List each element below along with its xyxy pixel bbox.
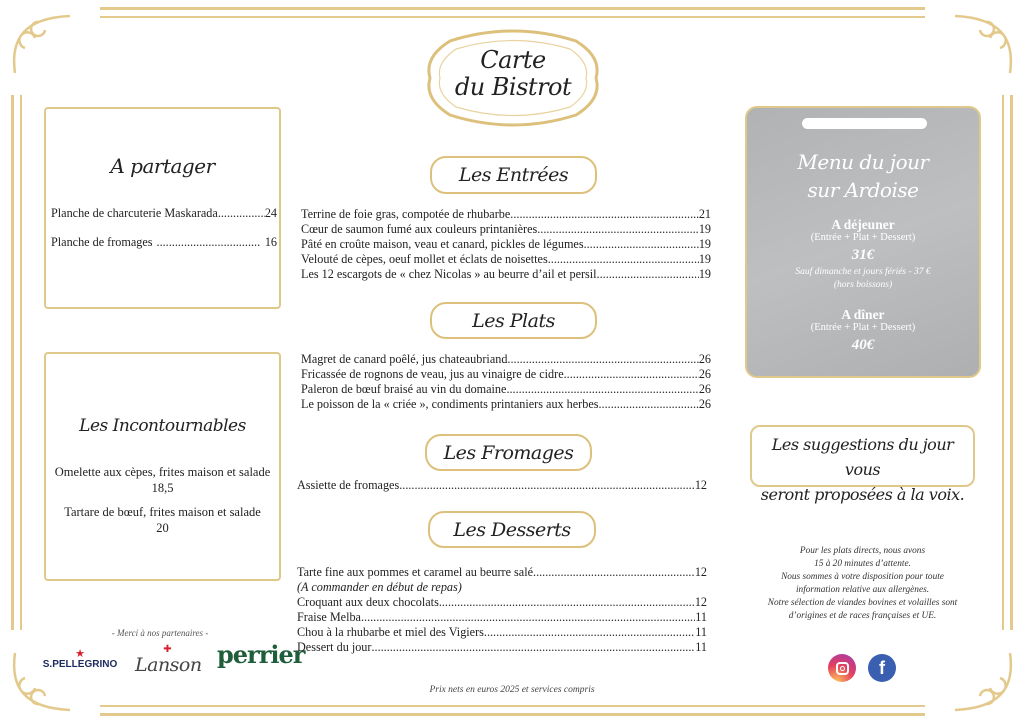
perrier-logo: perrier <box>217 640 305 669</box>
menu-item-price: 26 <box>698 352 711 366</box>
frame-right-line <box>1010 95 1013 630</box>
menu-item-name: Paleron de bœuf braisé au vin du domaine <box>301 382 507 396</box>
info-note-line: d’origines et de races françaises et UE. <box>788 611 937 621</box>
menu-item <box>297 595 707 610</box>
menu-item <box>301 222 711 237</box>
dejeuner-price: 31€ <box>851 247 875 263</box>
section-header-plats: Les Plats <box>430 302 597 339</box>
section-header-fromages: Les Fromages <box>425 434 592 471</box>
menu-item <box>301 367 711 382</box>
leader-dots <box>361 610 695 625</box>
leader-dots <box>548 252 699 267</box>
menu-item-name: Croquant aux deux chocolats <box>297 595 439 609</box>
diner-desc: (Entrée + Plat + Dessert) <box>810 322 916 333</box>
menu-item-price: 12 <box>694 565 707 579</box>
menu-item <box>297 640 707 655</box>
leader-dots <box>597 267 699 282</box>
lanson-logo: ✚ Lanson <box>135 644 202 676</box>
corner-ornament-icon <box>5 8 75 78</box>
menu-item-price: 19 <box>698 267 711 281</box>
menu-item <box>297 565 707 580</box>
frame-right-line <box>1002 95 1004 630</box>
frame-top-line <box>100 16 925 18</box>
info-note-line: information relative aux allergènes. <box>795 585 930 595</box>
leader-dots <box>484 625 695 640</box>
menu-item-name: Les 12 escargots de « chez Nicolas » au beurre d’ail et persil <box>301 267 597 281</box>
leader-dots <box>371 640 695 655</box>
menu-item <box>301 382 711 397</box>
dejeuner-desc: (Entrée + Plat + Dessert) <box>810 232 916 243</box>
partners-label: - Merci à nos partenaires - <box>111 628 209 638</box>
frame-left-line <box>20 95 22 630</box>
ardoise-slot <box>802 118 927 129</box>
info-note-line: Nous sommes à votre disposition pour toute <box>781 572 944 582</box>
menu-item-name: Terrine de foie gras, compotée de rhubarbe <box>301 207 511 221</box>
menu-item-price: 11 <box>695 610 707 624</box>
info-notes <box>740 545 985 623</box>
section-fromages-list <box>297 478 707 493</box>
section-entrees-list <box>301 207 711 282</box>
dejeuner-note: Sauf dimanche et jours fériés - 37 € <box>795 267 931 277</box>
instagram-icon[interactable] <box>828 654 856 682</box>
info-note-line: Pour les plats directs, nous avons <box>799 546 926 556</box>
pellegrino-logo: ★ S.PELLEGRINO <box>42 648 118 670</box>
menu-item <box>297 610 707 625</box>
menu-item <box>301 237 711 252</box>
menu-item-price: 20 <box>156 521 169 535</box>
menu-item <box>301 267 711 282</box>
menu-item <box>301 397 711 412</box>
footer-note: Prix nets en euros 2025 et services compris <box>429 685 595 695</box>
section-header-entrees: Les Entrées <box>430 156 597 194</box>
leader-dots <box>439 595 695 610</box>
suggestions-box <box>750 425 975 504</box>
menu-item <box>301 207 711 222</box>
menu-item <box>301 252 711 267</box>
menu-item-name: Cœur de saumon fumé aux couleurs printanières <box>301 222 538 236</box>
menu-item-name: Fricassée de rognons de veau, jus au vinaigre de cidre <box>301 367 564 381</box>
menu-item-price: 26 <box>698 367 711 381</box>
leader-dots <box>564 367 699 382</box>
menu-item-name: Tartare de bœuf, frites maison et salade <box>64 505 261 519</box>
info-note-line: 15 à 20 minutes d’attente. <box>814 559 911 569</box>
leader-dots <box>533 565 695 580</box>
diner-price: 40€ <box>851 337 875 353</box>
partager-box <box>44 107 281 309</box>
menu-item-name: Magret de canard poêlé, jus chateaubriand <box>301 352 508 366</box>
leader-dots <box>506 382 698 397</box>
title-badge <box>420 27 606 129</box>
menu-item-price: 19 <box>698 222 711 236</box>
menu-item: Planche de charcuterie Maskarada ..... 24 <box>51 206 277 221</box>
leader-dots <box>399 478 695 493</box>
info-note-line: Notre sélection de viandes bovines et volailles sont <box>767 598 958 608</box>
menu-item-price: 11 <box>695 640 707 654</box>
leader-dots <box>537 222 699 237</box>
leader-dots <box>510 207 699 222</box>
menu-item-price: 19 <box>698 237 711 251</box>
menu-item-price: 12 <box>694 595 707 609</box>
menu-item-price: 18,5 <box>151 481 174 495</box>
menu-item-name: Velouté de cèpes, oeuf mollet et éclats de noisettes <box>301 252 548 266</box>
menu-item-name: Fraise Melba <box>297 610 361 624</box>
section-desserts-list <box>297 565 707 655</box>
menu-item-name: Chou à la rhubarbe et miel des Vigiers <box>297 625 484 639</box>
corner-ornament-icon <box>950 8 1020 78</box>
title-line1: Carte <box>480 46 546 74</box>
menu-item-name: Assiette de fromages <box>297 478 400 492</box>
menu-item-name: Tarte fine aux pommes et caramel au beurre salé <box>297 565 534 579</box>
menu-item-name: Le poisson de la « criée », condiments printaniers aux herbes <box>301 397 599 411</box>
menu-item-price: 11 <box>695 625 707 639</box>
frame-bottom-line <box>100 713 925 716</box>
menu-item <box>301 352 711 367</box>
leader-dots <box>507 352 698 367</box>
menu-item <box>297 625 707 640</box>
menu-item: Planche de fromages ..... 16 <box>51 235 277 250</box>
frame-left-line <box>11 95 14 630</box>
menu-item-note: (A commander en début de repas) <box>297 580 462 594</box>
menu-item-name: Dessert du jour <box>297 640 372 654</box>
ardoise-title-2: sur Ardoise <box>807 178 919 202</box>
menu-item-price: 26 <box>698 382 711 396</box>
menu-item-name: Pâté en croûte maison, veau et canard, pickles de légumes <box>301 237 584 251</box>
ardoise-title-1: Menu du jour <box>797 150 929 174</box>
menu-item-price: 26 <box>698 397 711 411</box>
menu-item <box>297 478 707 493</box>
corner-ornament-icon <box>950 648 1020 718</box>
leader-dots <box>584 237 699 252</box>
suggestions-line1: Les suggestions du jour vous <box>771 435 954 479</box>
menu-item-price: 21 <box>698 207 711 221</box>
leader-dots <box>599 397 699 412</box>
title-line2: du Bistrot <box>454 73 572 101</box>
section-header-desserts: Les Desserts <box>428 511 596 548</box>
section-plats-list <box>301 352 711 412</box>
ardoise-board <box>745 106 981 378</box>
frame-bottom-line <box>100 705 925 707</box>
dejeuner-label: A déjeuner <box>831 217 895 232</box>
menu-item-price: 19 <box>698 252 711 266</box>
partager-title: A partager <box>110 154 215 178</box>
dejeuner-note-2: (hors boissons) <box>833 280 893 290</box>
incontournables-box <box>44 352 281 581</box>
incontournables-title: Les Incontournables <box>79 416 246 436</box>
frame-top-line <box>100 7 925 10</box>
facebook-icon[interactable]: f <box>868 654 896 682</box>
suggestions-line2: seront proposées à la voix. <box>760 485 965 504</box>
diner-label: A dîner <box>841 307 885 322</box>
menu-item-price: 12 <box>694 478 707 492</box>
menu-item-name: Omelette aux cèpes, frites maison et salade <box>54 465 271 479</box>
